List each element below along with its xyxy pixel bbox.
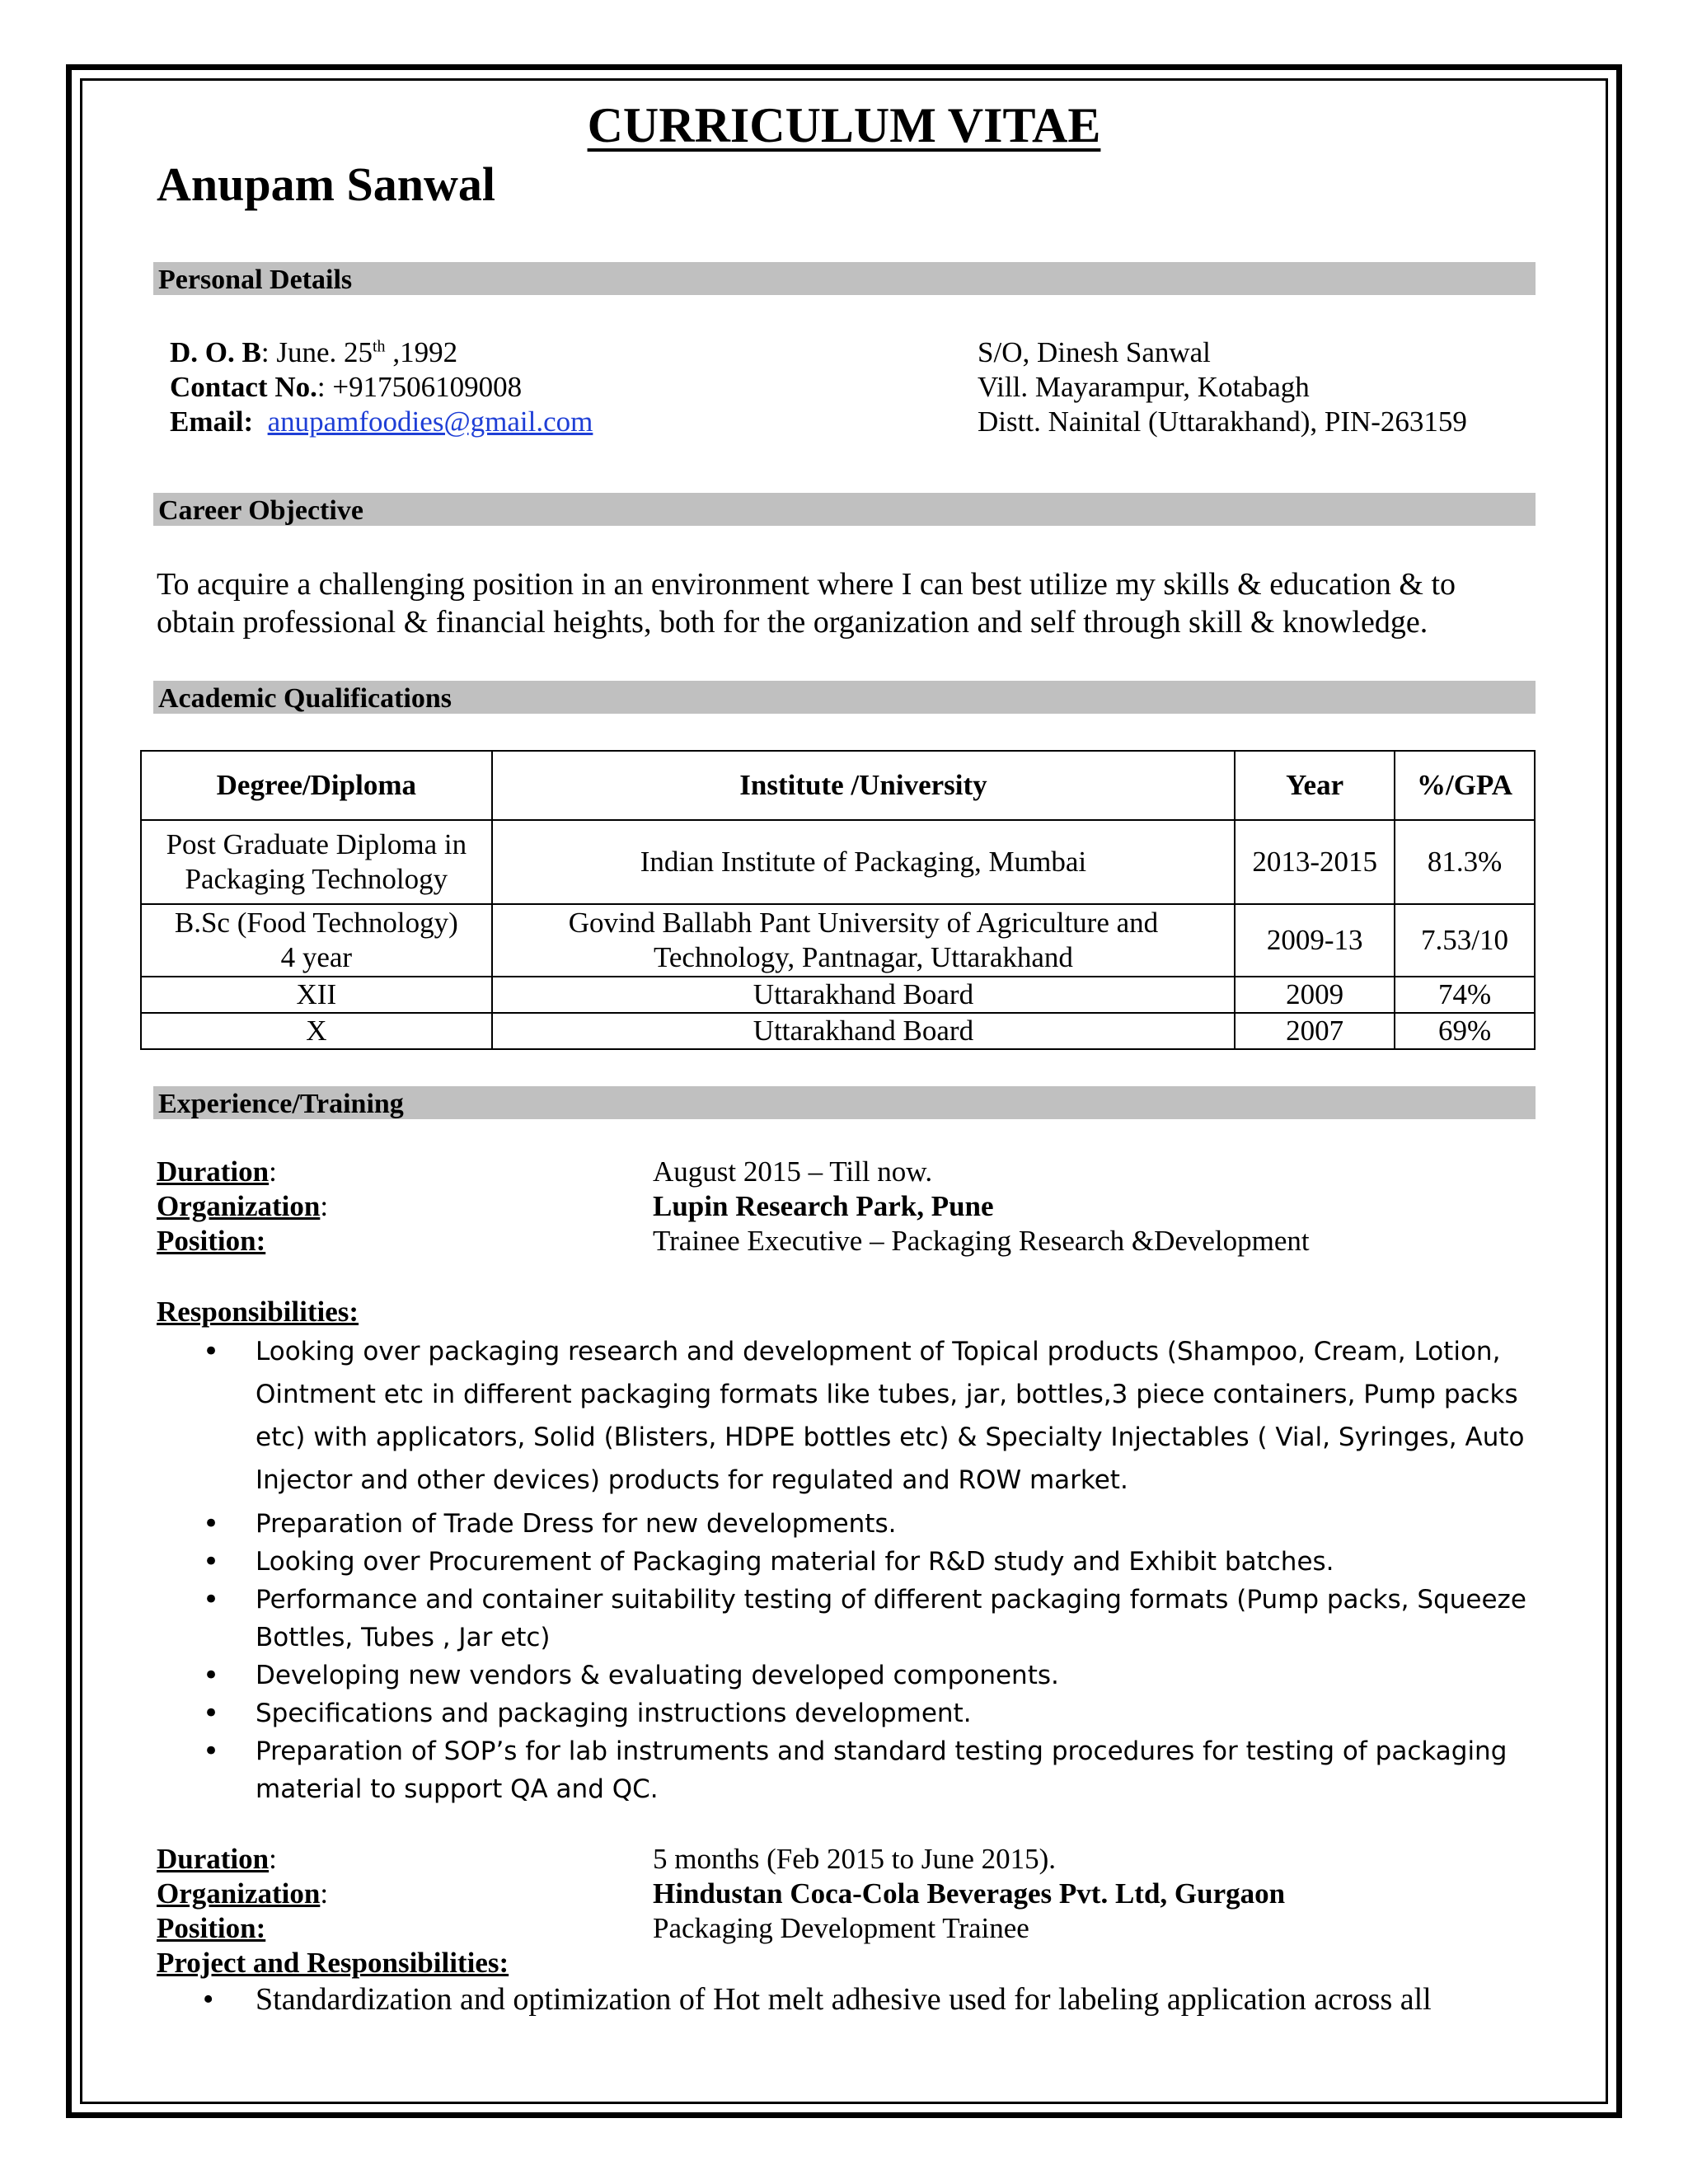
email-line [170, 405, 593, 438]
job2-duration: 5 months (Feb 2015 to June 2015). [653, 1843, 1057, 1875]
job2-organization: Hindustan Coca-Cola Beverages Pvt. Ltd, Gurgaon [653, 1877, 1286, 1910]
header-score: %/GPA [1395, 751, 1535, 820]
contact-label: Contact No. [170, 371, 317, 403]
job1-duration: August 2015 – Till now. [653, 1155, 933, 1188]
email-link[interactable]: anupamfoodies@gmail.com [267, 405, 593, 438]
job1-responsibilities-heading: Responsibilities: [157, 1296, 359, 1328]
cell-score: 7.53/10 [1395, 904, 1535, 977]
dob-value: : June. 25 [260, 336, 373, 368]
cell-year: 2007 [1235, 1013, 1395, 1049]
dob-label: D. O. B [170, 336, 261, 368]
header-degree: Degree/Diploma [141, 751, 492, 820]
section-header-objective [153, 493, 1536, 526]
document-title: CURRICULUM VITAE [587, 98, 1101, 152]
job2-organization-label: Organization: [157, 1877, 329, 1910]
table-row [141, 904, 1535, 977]
email-label: Email: [170, 405, 254, 438]
candidate-name: Anupam Sanwal [157, 157, 495, 211]
job1-position-label: Position: [157, 1225, 266, 1257]
cell-year: 2009-13 [1235, 904, 1395, 977]
section-title: Academic Qualifications [158, 683, 452, 714]
job1-organization: Lupin Research Park, Pune [653, 1190, 994, 1222]
section-header-experience [153, 1086, 1536, 1119]
cell-score: 74% [1395, 977, 1535, 1013]
job2-duration-label: Duration: [157, 1843, 277, 1875]
job2-position: Packaging Development Trainee [653, 1912, 1029, 1944]
cell-institute: Uttarakhand Board [492, 1013, 1236, 1049]
table-row [141, 977, 1535, 1013]
cell-degree: Post Graduate Diploma in Packaging Technology [141, 820, 492, 904]
cell-institute: Uttarakhand Board [492, 977, 1236, 1013]
contact-value: : +917506109008 [316, 371, 523, 403]
cell-year: 2013-2015 [1235, 820, 1395, 904]
list-item: • Developing new vendors & evaluating developed components. [203, 1659, 1059, 1692]
section-header-academic [153, 681, 1536, 714]
cell-degree: B.Sc (Food Technology) 4 year [141, 904, 492, 977]
cell-institute: Indian Institute of Packaging, Mumbai [492, 820, 1236, 904]
objective-text: To acquire a challenging position in an environment where I can best utilize my skills & education & to obtain professional & financial heights, both for the organization and self through skill & knowledge. [157, 567, 1456, 640]
cell-year: 2009 [1235, 977, 1395, 1013]
section-title: Career Objective [158, 495, 363, 526]
job1-duration-label: Duration: [157, 1155, 277, 1188]
cell-score: 81.3% [1395, 820, 1535, 904]
cell-degree: XII [141, 977, 492, 1013]
address-line-1: S/O, Dinesh Sanwal [978, 336, 1211, 368]
job2-responsibility-1: Standardization and optimization of Hot melt adhesive used for labeling application across all [256, 1982, 1432, 2017]
header-year: Year [1235, 751, 1395, 820]
list-item: • Preparation of Trade Dress for new developments. [203, 1507, 897, 1540]
section-title: Experience/Training [158, 1089, 404, 1119]
contact-line [170, 371, 522, 404]
cell-score: 69% [1395, 1013, 1535, 1049]
cell-institute: Govind Ballabh Pant University of Agriculture and Technology, Pantnagar, Uttarakhand [492, 904, 1236, 977]
list-item: • Performance and container suitability testing of different packaging formats (Pump packs, Squeeze Bottles, Tubes , Jar etc) [203, 1583, 1526, 1652]
job2-responsibilities-heading: Project and Responsibilities: [157, 1947, 509, 1979]
section-header-personal [153, 262, 1536, 295]
dob-line [170, 336, 457, 369]
cell-degree: X [141, 1013, 492, 1049]
job1-position: Trainee Executive – Packaging Research &Development [653, 1225, 1310, 1257]
list-item: • Specifications and packaging instructions development. [203, 1697, 972, 1730]
list-item: • Preparation of SOP’s for lab instruments and standard testing procedures for testing of packaging material to support QA and QC. [203, 1735, 1507, 1804]
job1-organization-label: Organization: [157, 1190, 329, 1222]
address-line-2: Vill. Mayarampur, Kotabagh [978, 371, 1310, 403]
address-line-3: Distt. Nainital (Uttarakhand), PIN-263159 [978, 405, 1467, 438]
dob-year: ,1992 [385, 336, 458, 368]
job2-bullet: • [203, 1982, 214, 2017]
header-institute: Institute /University [492, 751, 1236, 820]
list-item: • Looking over Procurement of Packaging material for R&D study and Exhibit batches. [203, 1545, 1334, 1578]
job1-responsibilities-list [157, 1330, 1541, 1808]
job2-position-label: Position: [157, 1912, 266, 1944]
section-title: Personal Details [158, 265, 353, 295]
list-item: • Looking over packaging research and development of Topical products (Shampoo, Cream, Lotion, Ointment etc in different packaging formats like tubes, jar, bottles,3 piece containers, Pump packs etc) with applicators, Solid (Blisters, HDPE bottles etc) & Specialty Injectables ( Vial, Syringes, Auto Injector and other devices) products for regulated and ROW market. [203, 1335, 1525, 1495]
table-row [141, 820, 1535, 904]
table-header-row [141, 751, 1535, 820]
dob-suffix: th [373, 337, 386, 356]
table-row [141, 1013, 1535, 1049]
academic-table [140, 750, 1536, 1050]
